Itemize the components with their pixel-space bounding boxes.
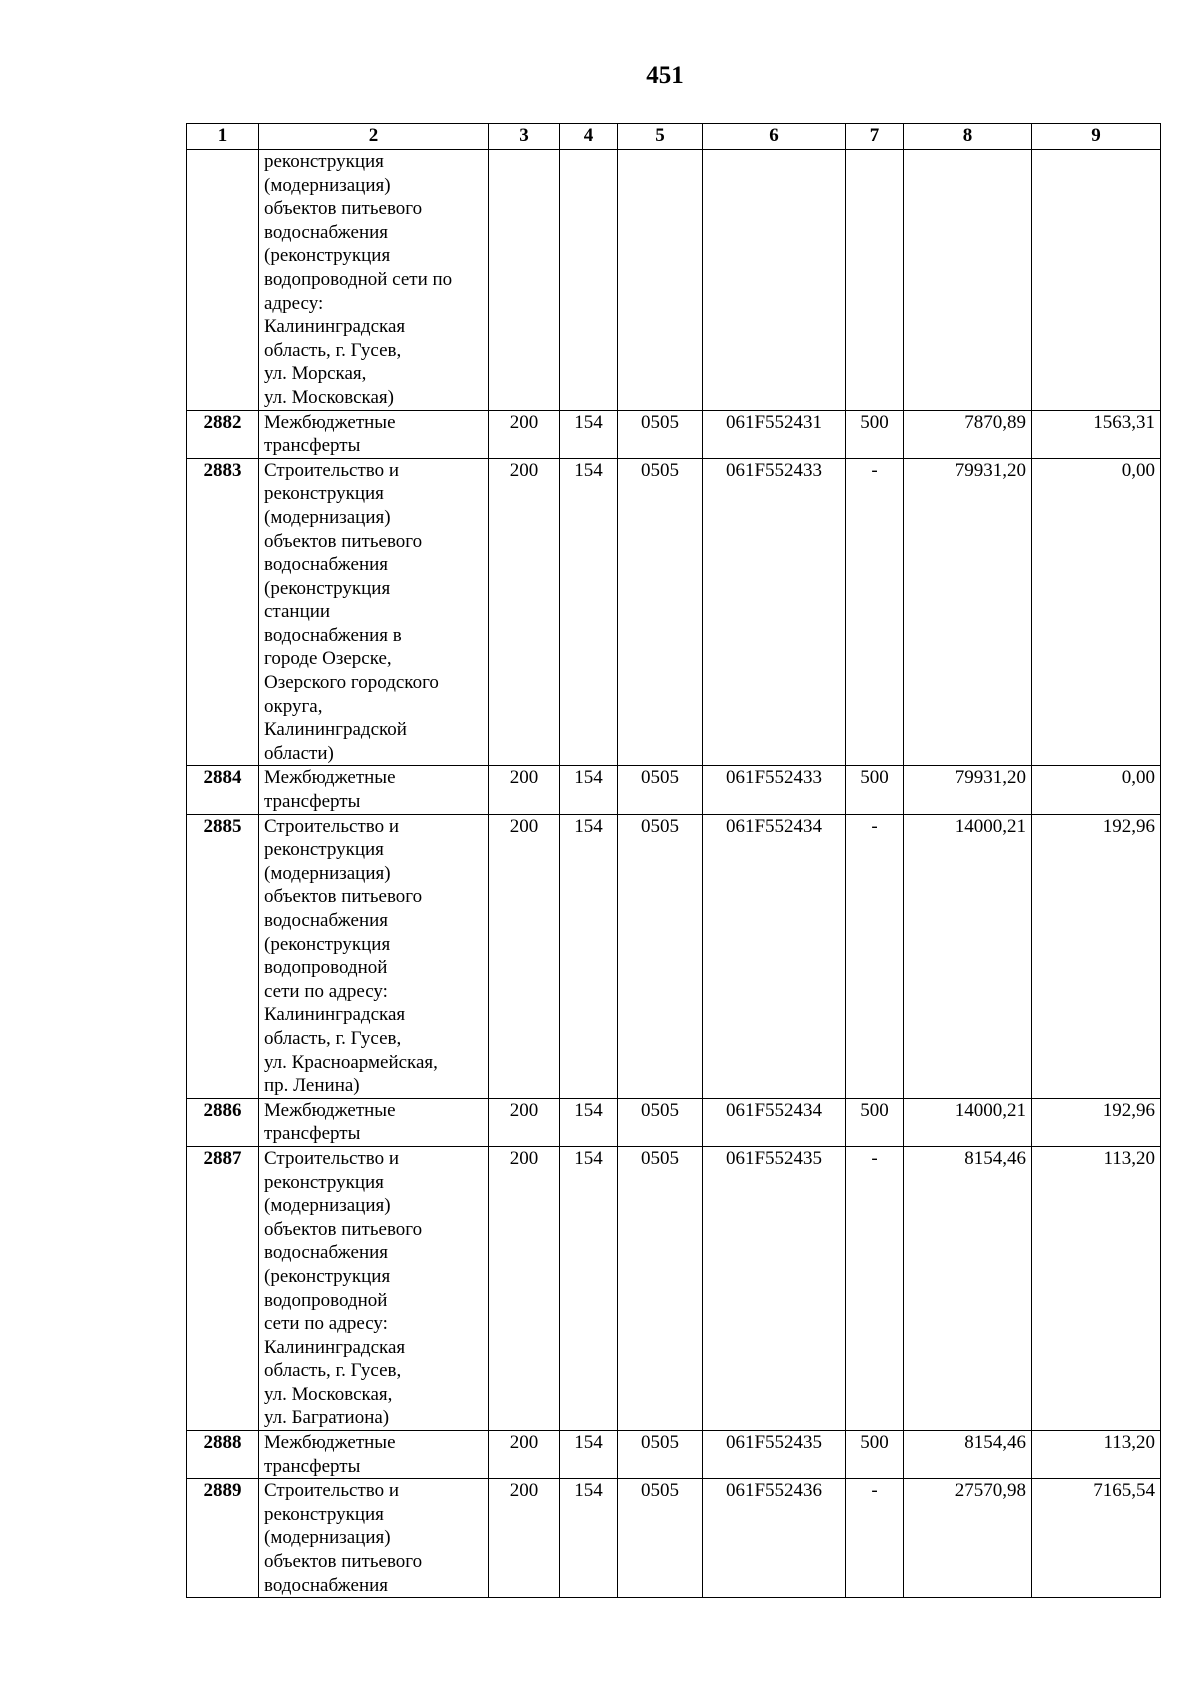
col3-value: 200	[489, 766, 560, 814]
row-number: 2889	[187, 1479, 259, 1598]
col9-amount: 192,96	[1032, 1098, 1161, 1146]
table-row	[187, 814, 1161, 1098]
row-name-line: ул. Багратиона)	[264, 1407, 390, 1429]
row-name-line: водоснабжения	[264, 554, 389, 576]
col-header-6: 6	[703, 124, 846, 150]
row-name-line: область, г. Гусев,	[264, 1027, 402, 1049]
col3-value: 200	[489, 1098, 560, 1146]
row-name-line: (модернизация)	[264, 1195, 391, 1217]
col8-amount: 27570,98	[904, 1479, 1032, 1598]
col5-value: 0505	[618, 1431, 703, 1479]
row-number: 2884	[187, 766, 259, 814]
col5-value: 0505	[618, 814, 703, 1098]
col7-value: -	[846, 1146, 904, 1430]
row-name	[259, 458, 489, 766]
row-name-line: Межбюджетные	[264, 767, 396, 789]
col3-value: 200	[489, 1479, 560, 1598]
col4-value: 154	[560, 814, 618, 1098]
row-name-line: реконструкция	[264, 483, 384, 505]
row-name-line: (модернизация)	[264, 506, 391, 528]
header-row	[187, 124, 1161, 150]
row-name-line: Строительство и	[264, 815, 400, 837]
row-name-line: область, г. Гусев,	[264, 1360, 402, 1382]
row-name-line: водоснабжения	[264, 221, 389, 243]
row-name	[259, 410, 489, 458]
row-name-line: Строительство и	[264, 1480, 400, 1502]
row-name-line: водопроводной сети по	[264, 268, 453, 290]
col6-code: 061F552435	[703, 1146, 846, 1430]
row-name-line: объектов питьевого	[264, 530, 423, 552]
col5-value: 0505	[618, 1098, 703, 1146]
col9-amount: 1563,31	[1032, 410, 1161, 458]
col7-value: 500	[846, 410, 904, 458]
row-name-line: ул. Морская,	[264, 363, 367, 385]
col-header-8: 8	[904, 124, 1032, 150]
table-row	[187, 458, 1161, 766]
col6-code: 061F552433	[703, 458, 846, 766]
row-number: 2887	[187, 1146, 259, 1430]
row-name	[259, 150, 489, 411]
row-name-line: области)	[264, 742, 334, 764]
row-name-line: (реконструкция	[264, 245, 391, 267]
row-name	[259, 1098, 489, 1146]
row-number	[187, 150, 259, 411]
col7-value: -	[846, 458, 904, 766]
row-name	[259, 1431, 489, 1479]
table-row	[187, 150, 1161, 411]
row-name-line: (реконструкция	[264, 1265, 391, 1287]
row-name-line: Межбюджетные	[264, 1432, 396, 1454]
col8-amount: 8154,46	[904, 1146, 1032, 1430]
table-body	[187, 150, 1161, 1598]
table-row	[187, 766, 1161, 814]
col9-amount	[1032, 150, 1161, 411]
row-name-line: станции	[264, 601, 331, 623]
row-number: 2885	[187, 814, 259, 1098]
col-header-1: 1	[187, 124, 259, 150]
table-row	[187, 1098, 1161, 1146]
table-row	[187, 1431, 1161, 1479]
row-name-line: Калининградская	[264, 316, 406, 338]
row-name-line: Межбюджетные	[264, 1099, 396, 1121]
col-header-2: 2	[259, 124, 489, 150]
col7-value: -	[846, 1479, 904, 1598]
col8-amount: 14000,21	[904, 814, 1032, 1098]
row-name	[259, 814, 489, 1098]
row-name-line: водоснабжения	[264, 1242, 389, 1264]
table-row	[187, 1479, 1161, 1598]
row-name-line: реконструкция	[264, 151, 384, 172]
col9-amount: 113,20	[1032, 1146, 1161, 1430]
row-name-line: пр. Ленина)	[264, 1075, 360, 1097]
row-name-line: трансферты	[264, 1123, 361, 1145]
col6-code: 061F552434	[703, 814, 846, 1098]
row-name-line: трансферты	[264, 791, 361, 813]
col8-amount: 7870,89	[904, 410, 1032, 458]
col6-code: 061F552435	[703, 1431, 846, 1479]
col5-value: 0505	[618, 1146, 703, 1430]
row-name-line: городе Озерске,	[264, 648, 392, 670]
col4-value: 154	[560, 1098, 618, 1146]
row-name-line: Калининградская	[264, 1004, 406, 1026]
col3-value	[489, 150, 560, 411]
col8-amount: 79931,20	[904, 766, 1032, 814]
row-name-line: ул. Красноармейская,	[264, 1051, 438, 1073]
table-row	[187, 1146, 1161, 1430]
budget-table	[186, 123, 1161, 1598]
col3-value: 200	[489, 814, 560, 1098]
row-number: 2886	[187, 1098, 259, 1146]
row-name-line: Озерского городского	[264, 672, 439, 694]
col3-value: 200	[489, 410, 560, 458]
col-header-4: 4	[560, 124, 618, 150]
row-name-line: объектов питьевого	[264, 198, 423, 220]
col5-value: 0505	[618, 1479, 703, 1598]
row-name-line: водоснабжения в	[264, 624, 402, 646]
col-header-5: 5	[618, 124, 703, 150]
col4-value: 154	[560, 1146, 618, 1430]
row-number: 2888	[187, 1431, 259, 1479]
col9-amount: 113,20	[1032, 1431, 1161, 1479]
col4-value: 154	[560, 1431, 618, 1479]
row-name-line: область, г. Гусев,	[264, 339, 402, 361]
col4-value: 154	[560, 458, 618, 766]
row-name-line: реконструкция	[264, 839, 384, 861]
row-name-line: трансферты	[264, 1455, 361, 1477]
col7-value: 500	[846, 766, 904, 814]
col6-code: 061F552433	[703, 766, 846, 814]
col-header-7: 7	[846, 124, 904, 150]
row-name	[259, 1479, 489, 1598]
col4-value: 154	[560, 410, 618, 458]
row-name-line: трансферты	[264, 435, 361, 457]
col8-amount: 8154,46	[904, 1431, 1032, 1479]
table-row	[187, 410, 1161, 458]
row-number: 2882	[187, 410, 259, 458]
row-name-line: Межбюджетные	[264, 411, 396, 433]
row-name-line: Калининградской	[264, 719, 407, 741]
col-header-9: 9	[1032, 124, 1161, 150]
row-name	[259, 1146, 489, 1430]
col6-code: 061F552431	[703, 410, 846, 458]
row-name-line: (реконструкция	[264, 933, 391, 955]
col6-code: 061F552434	[703, 1098, 846, 1146]
col7-value: -	[846, 814, 904, 1098]
row-name-line: объектов питьевого	[264, 886, 423, 908]
row-name-line: адресу:	[264, 292, 324, 314]
row-name-line: Строительство и	[264, 459, 400, 481]
row-name-line: (модернизация)	[264, 1527, 391, 1549]
row-name-line: водоснабжения	[264, 1574, 389, 1596]
col7-value	[846, 150, 904, 411]
row-name-line: сети по адресу:	[264, 980, 388, 1002]
col5-value: 0505	[618, 766, 703, 814]
row-name-line: водопроводной	[264, 1289, 388, 1311]
page-number: 451	[646, 62, 684, 89]
col4-value: 154	[560, 1479, 618, 1598]
col8-amount	[904, 150, 1032, 411]
row-name-line: округа,	[264, 695, 323, 717]
col9-amount: 0,00	[1032, 458, 1161, 766]
col6-code	[703, 150, 846, 411]
col5-value: 0505	[618, 458, 703, 766]
col-header-3: 3	[489, 124, 560, 150]
row-name	[259, 766, 489, 814]
col3-value: 200	[489, 1431, 560, 1479]
row-name-line: реконструкция	[264, 1171, 384, 1193]
col7-value: 500	[846, 1098, 904, 1146]
col7-value: 500	[846, 1431, 904, 1479]
row-name-line: водопроводной	[264, 957, 388, 979]
col3-value: 200	[489, 1146, 560, 1430]
col4-value: 154	[560, 766, 618, 814]
row-name-line: Строительство и	[264, 1147, 400, 1169]
row-name-line: водоснабжения	[264, 910, 389, 931]
col4-value	[560, 150, 618, 411]
row-name-line: (модернизация)	[264, 862, 391, 884]
row-name-line: (модернизация)	[264, 174, 391, 196]
row-name-line: (реконструкция	[264, 577, 391, 599]
col3-value: 200	[489, 458, 560, 766]
col9-amount: 0,00	[1032, 766, 1161, 814]
row-name-line: реконструкция	[264, 1503, 384, 1525]
col9-amount: 7165,54	[1032, 1479, 1161, 1598]
col8-amount: 79931,20	[904, 458, 1032, 766]
col9-amount: 192,96	[1032, 814, 1161, 1098]
col6-code: 061F552436	[703, 1479, 846, 1598]
row-name-line: Калининградская	[264, 1336, 406, 1358]
row-number: 2883	[187, 458, 259, 766]
col5-value: 0505	[618, 410, 703, 458]
row-name-line: объектов питьевого	[264, 1218, 423, 1240]
row-name-line: объектов питьевого	[264, 1551, 423, 1573]
col8-amount: 14000,21	[904, 1098, 1032, 1146]
row-name-line: сети по адресу:	[264, 1313, 388, 1335]
row-name-line: ул. Московская,	[264, 1383, 393, 1405]
row-name-line: ул. Московская)	[264, 386, 394, 408]
col5-value	[618, 150, 703, 411]
